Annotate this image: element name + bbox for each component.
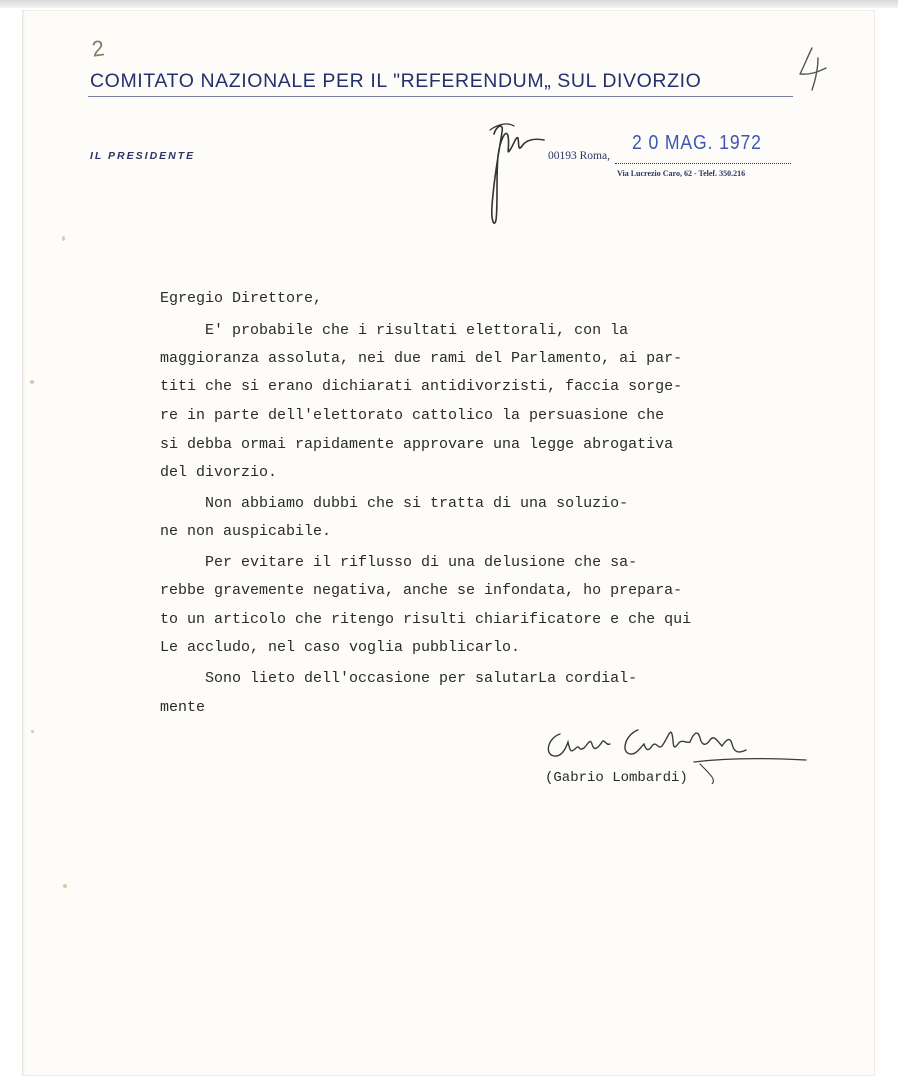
handwritten-initials-icon [484,116,548,232]
letterhead-rule [88,96,793,97]
body-line: Le accludo, nel caso voglia pubblicarlo. [160,639,521,656]
salutation: Egregio Direttore, [160,290,323,307]
corner-mark: 2 [90,35,106,62]
page-edge-shadow [22,10,25,1076]
handwritten-mark-icon [796,44,830,94]
body-line: rebbe gravemente negativa, anche se infondata, ho prepara- [160,582,683,599]
date-stamp: 2 0 MAG. 1972 [632,132,762,154]
body-line: to un articolo che ritengo risulti chiarificatore e che qui [160,611,692,628]
body-line: E' probabile che i risultati elettorali, con la [160,322,629,339]
body-line: mente [160,699,206,716]
letter-page [22,10,875,1076]
place-label: 00193 Roma, [548,150,610,162]
paper-speck [31,730,34,733]
scanner-edge [0,0,898,8]
paper-speck [63,884,67,888]
paper-speck [62,236,65,241]
body-line: si debba ormai rapidamente approvare una legge abrogativa [160,436,674,453]
president-label: IL PRESIDENTE [90,150,196,162]
body-line: del divorzio. [160,464,278,481]
organization-name: COMITATO NAZIONALE PER IL "REFERENDUM„ SUL DIVORZIO [90,70,702,92]
body-line: titi che si erano dichiarati antidivorzisti, faccia sorge- [160,378,683,395]
body-line: ne non auspicabile. [160,523,332,540]
body-line: Sono lieto dell'occasione per salutarLa cordial- [160,670,638,687]
paper-speck [30,380,34,384]
typed-signature: (Gabrio Lombardi) [545,770,688,786]
date-dotted-line [615,163,791,164]
body-line: maggioranza assoluta, nei due rami del Parlamento, ai par- [160,350,683,367]
address-line: Via Lucrezio Caro, 62 - Telef. 350.216 [617,169,746,178]
body-line: Per evitare il riflusso di una delusione che sa- [160,554,638,571]
body-line: re in parte dell'elettorato cattolico la persuasione che [160,407,665,424]
body-line: Non abbiamo dubbi che si tratta di una soluzio- [160,495,629,512]
